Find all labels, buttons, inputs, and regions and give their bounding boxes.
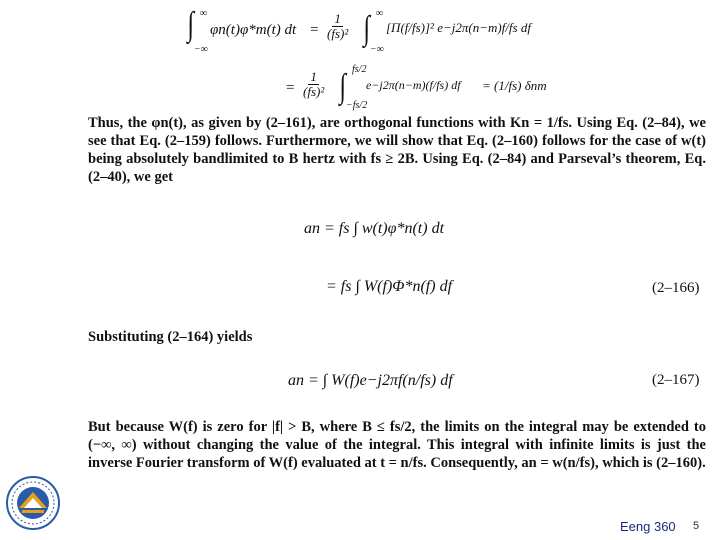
equation-an-time-domain [304, 208, 504, 252]
integral-sign: ∫ [187, 6, 194, 43]
lower-limit: −∞ [194, 44, 208, 55]
eq3-text: an = fs ∫ w(t)φ*n(t) dt [304, 220, 445, 237]
equation-delta-result [286, 64, 546, 110]
page-number: 5 [693, 520, 700, 532]
equation-orthogonality-integral [186, 6, 531, 56]
eq5-text: an = ∫ W(f)e−j2πf(n/fs) df [288, 372, 453, 389]
integral-sign: ∫ [339, 68, 346, 105]
course-label: Eeng 360 [620, 519, 676, 534]
eq1-lhs: φn(t)φ*m(t) dt [210, 22, 297, 38]
eq2-fraction [303, 70, 324, 100]
upper-limit: ∞ [200, 8, 208, 19]
paragraph-conclusion: But because W(f) is zero for |f| > B, where B ≤ fs/2, the limits on the integral may be extended to (−∞, ∞) without changing the value of the integral. This integral with infinite limits is just the inverse Fourier transform of W(f) evaluated at t = n/fs. Consequently, an = w(n/fs), which is (2–160). [88, 419, 706, 471]
equals-sign: = [286, 80, 295, 96]
fraction-denominator: (fs)² [327, 26, 349, 42]
paragraph-substituting: Substituting (2–164) yields [88, 329, 253, 345]
fraction-denominator: (fs)² [303, 84, 325, 100]
paragraph-orthogonality: Thus, the φn(t), as given by (2–161), are orthogonal functions with Kn = 1/fs. Using Eq. (2–84), we see that Eq. (2–159) follows. Furthermore, we will show that Eq. (2–160) follows for the case of w(t) being absolutely bandlimited to B hertz with fs ≥ 2B. Using Eq. (2–84) and Parseval’s theorem, Eq. (2–40), we get [88, 115, 706, 185]
integral-sign: ∫ [363, 10, 370, 47]
fraction-numerator: 1 [310, 69, 317, 84]
upper-limit: fs/2 [352, 64, 367, 75]
university-seal-icon [6, 474, 60, 532]
lower-limit: −∞ [370, 44, 384, 55]
eq1-fraction [327, 12, 348, 42]
fraction-numerator: 1 [334, 11, 341, 26]
eq4-text: = fs ∫ W(f)Φ*n(f) df [326, 278, 453, 295]
equation-number-2-167: (2–167) [652, 372, 700, 388]
equation-an-substituted [288, 356, 528, 408]
equation-an-freq-domain [326, 264, 526, 314]
equals-sign: = [310, 22, 319, 38]
eq1-integrand: [Π(f/fs)]² e−j2π(n−m)f/fs df [386, 20, 531, 35]
upper-limit: ∞ [376, 8, 384, 19]
equation-number-2-166: (2–166) [652, 280, 700, 296]
eq2-integrand: e−j2π(n−m)(f/fs) df [366, 78, 461, 92]
eq2-result: = (1/fs) δnm [482, 78, 547, 93]
lower-limit: −fs/2 [346, 100, 368, 111]
